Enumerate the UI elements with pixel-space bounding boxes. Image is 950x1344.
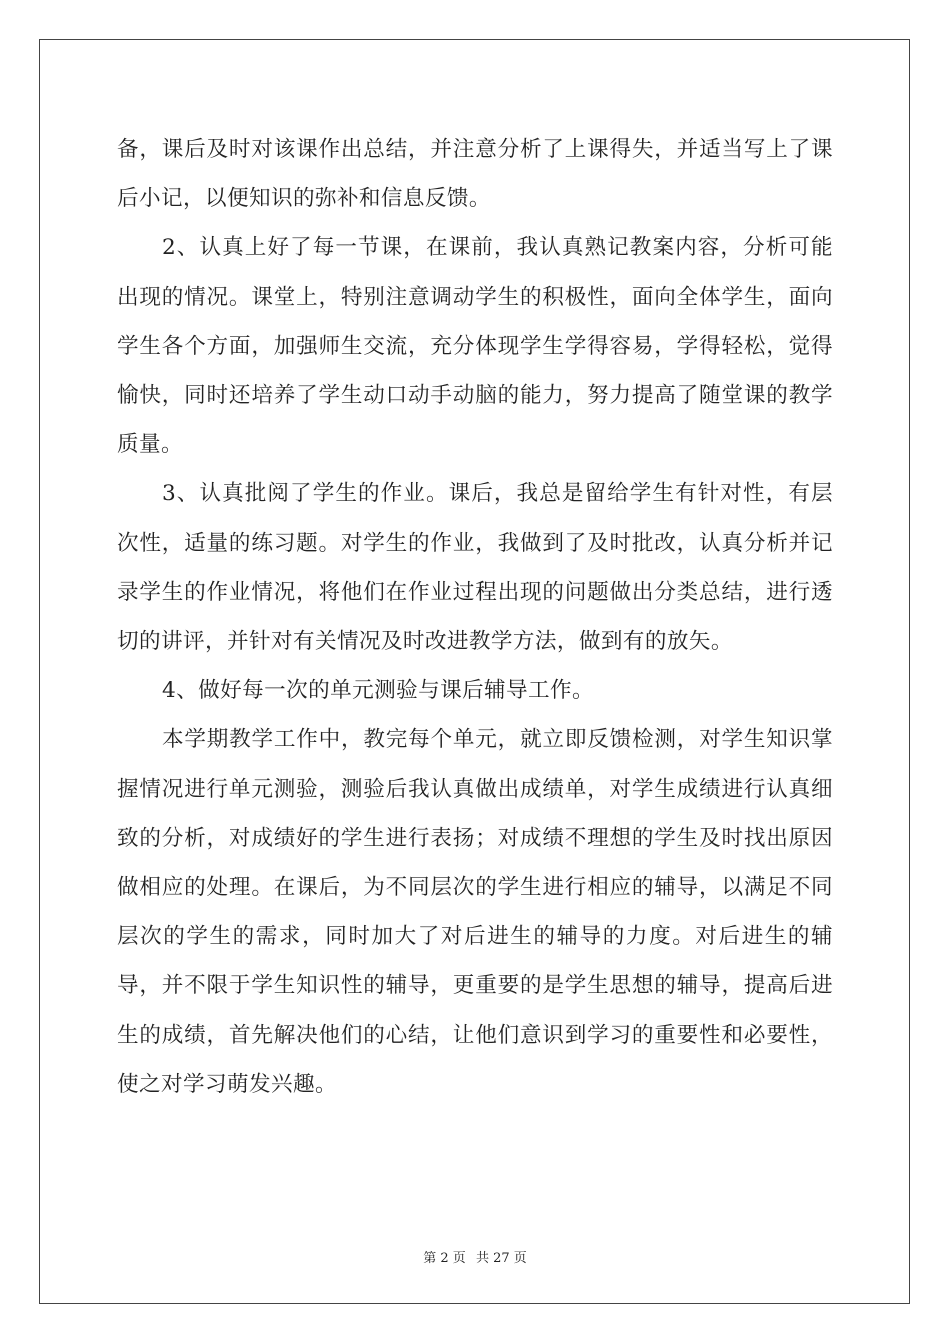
document-body [117, 125, 833, 1109]
page-footer [0, 1247, 950, 1266]
paragraph-item-3: 3、认真批阅了学生的作业。课后，我总是留给学生有针对性，有层次性，适量的练习题。对学生的作业，我做到了及时批改，认真分析并记录学生的作业情况，将他们在作业过程出现的问题做出分类总结，进行透切的讲评，并针对有关情况及时改进教学方法，做到有的放矢。 [117, 481, 833, 655]
paragraph-semester-summary: 本学期教学工作中，教完每个单元，就立即反馈检测，对学生知识掌握情况进行单元测验，测验后我认真做出成绩单，对学生成绩进行认真细致的分析，对成绩好的学生进行表扬；对成绩不理想的学生及时找出原因做相应的处理。在课后，为不同层次的学生进行相应的辅导，以满足不同层次的学生的需求，同时加大了对后进生的辅导的力度。对后进生的辅导，并不限于学生知识性的辅导，更重要的是学生思想的辅导，提高后进生的成绩，首先解决他们的心结，让他们意识到学习的重要性和必要性，使之对学习萌发兴趣。 [117, 727, 833, 1097]
page-total: 共 27 页 [475, 1251, 527, 1266]
paragraph-item-2: 2、认真上好了每一节课，在课前，我认真熟记教案内容，分析可能出现的情况。课堂上，特别注意调动学生的积极性，面向全体学生，面向学生各个方面，加强师生交流，充分体现学生学得容易，学得轻松，觉得愉快，同时还培养了学生动口动手动脑的能力，努力提高了随堂课的教学质量。 [117, 235, 833, 458]
paragraph-continuation: 备，课后及时对该课作出总结，并注意分析了上课得失，并适当写上了课后小记，以便知识的弥补和信息反馈。 [117, 137, 833, 212]
paragraph-item-4: 4、做好每一次的单元测验与课后辅导工作。 [162, 678, 595, 704]
page-number: 第 2 页 [423, 1251, 466, 1266]
